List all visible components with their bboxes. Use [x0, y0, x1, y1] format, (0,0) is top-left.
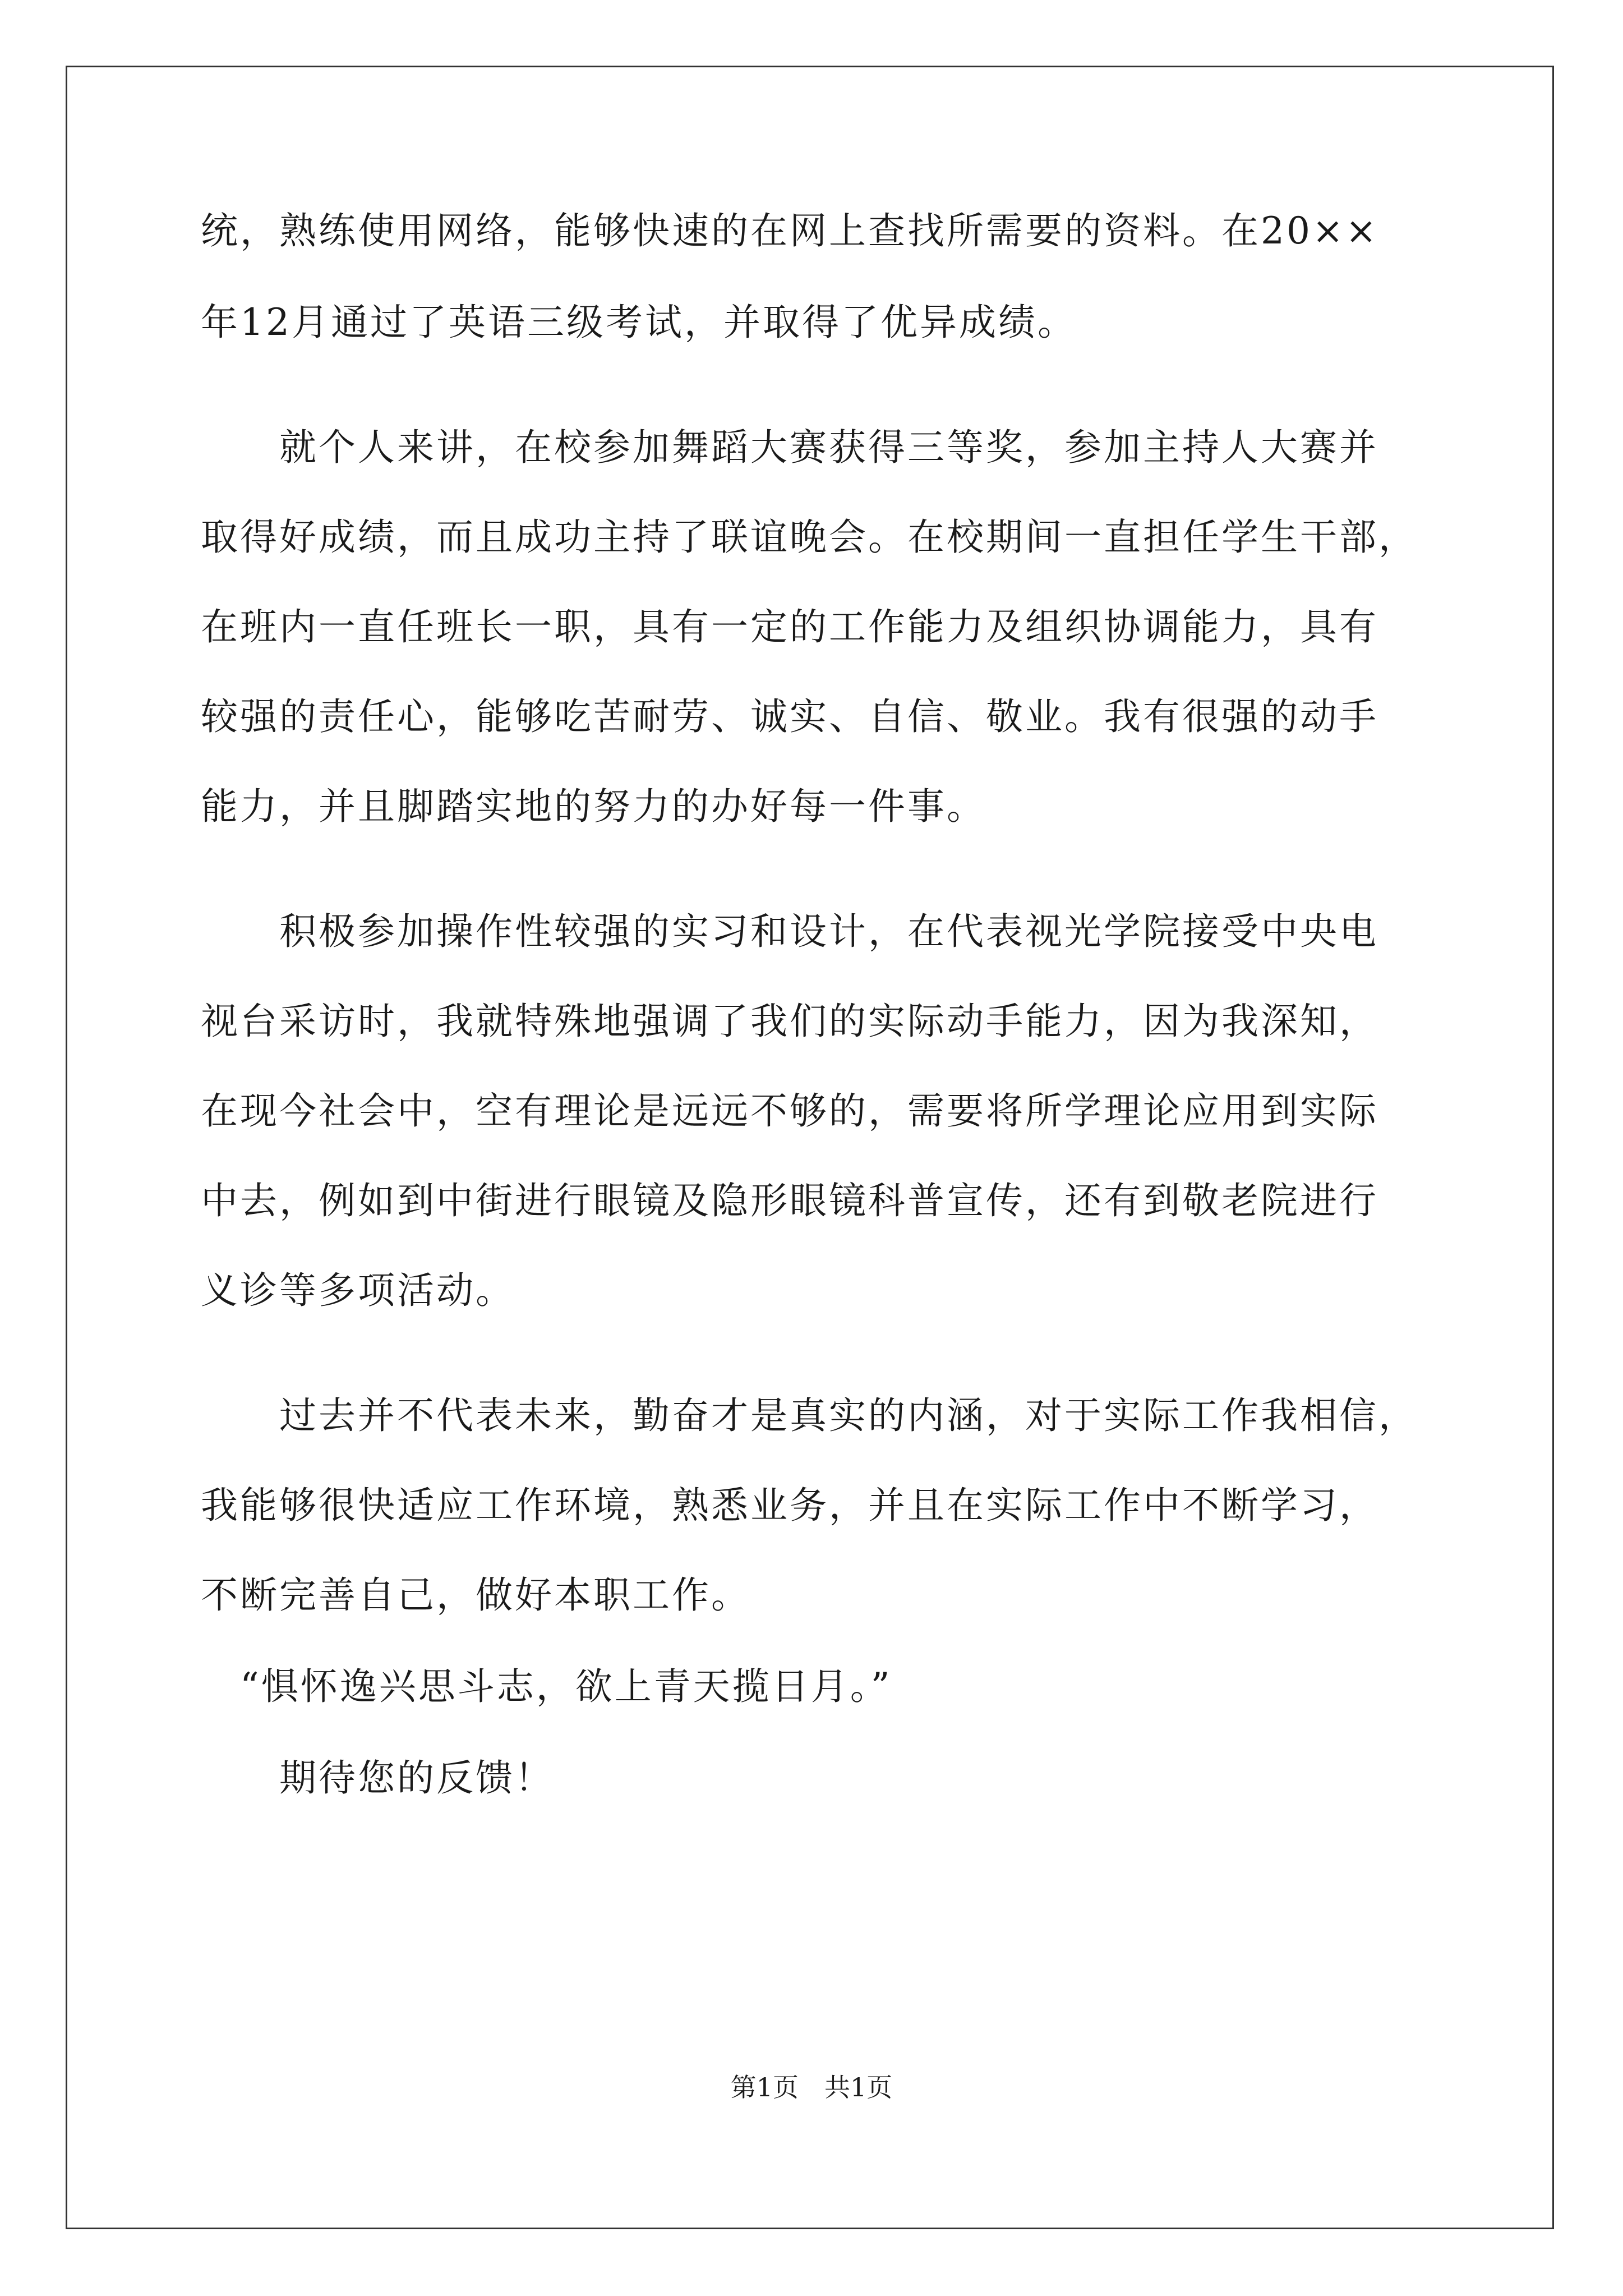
text-line: 视台采访时，我就特殊地强调了我们的实际动手能力，因为我深知，	[201, 1000, 1378, 1043]
text-line: 统，熟练使用网络，能够快速的在网上查找所需要的资料。在20××	[201, 209, 1379, 252]
text-line: 不断完善自己，做好本职工作。	[201, 1573, 750, 1617]
closing-line: 期待您的反馈！	[201, 1756, 554, 1800]
page-border	[66, 66, 1554, 2229]
text-line: 取得好成绩，而且成功主持了联谊晚会。在校期间一直担任学生干部，	[201, 516, 1418, 559]
text-line: 过去并不代表未来，勤奋才是真实的内涵，对于实际工作我相信，	[201, 1394, 1418, 1437]
text-line: 能力，并且脚踏实地的努力的办好每一件事。	[201, 785, 986, 828]
text-line: 在班内一直任班长一职，具有一定的工作能力及组织协调能力，具有	[201, 605, 1378, 648]
text-line: 积极参加操作性较强的实习和设计，在代表视光学院接受中央电	[201, 910, 1378, 953]
text-line: 年12月通过了英语三级考试，并取得了优异成绩。	[201, 301, 1077, 344]
text-line: 在现今社会中，空有理论是远远不够的，需要将所学理论应用到实际	[201, 1089, 1378, 1133]
text-line: 就个人来讲，在校参加舞蹈大赛获得三等奖，参加主持人大赛并	[201, 426, 1378, 469]
text-line: 较强的责任心，能够吃苦耐劳、诚实、自信、敬业。我有很强的动手	[201, 695, 1378, 738]
text-line: 义诊等多项活动。	[201, 1269, 515, 1312]
text-line: 中去，例如到中街进行眼镜及隐形眼镜科普宣传，还有到敬老院进行	[201, 1179, 1378, 1222]
page-footer: 第1页 共1页	[730, 2072, 893, 2102]
text-line: 我能够很快适应工作环境，熟悉业务，并且在实际工作中不断学习，	[201, 1484, 1378, 1527]
quote-line: “惧怀逸兴思斗志，欲上青天揽日月。”	[201, 1665, 892, 1708]
